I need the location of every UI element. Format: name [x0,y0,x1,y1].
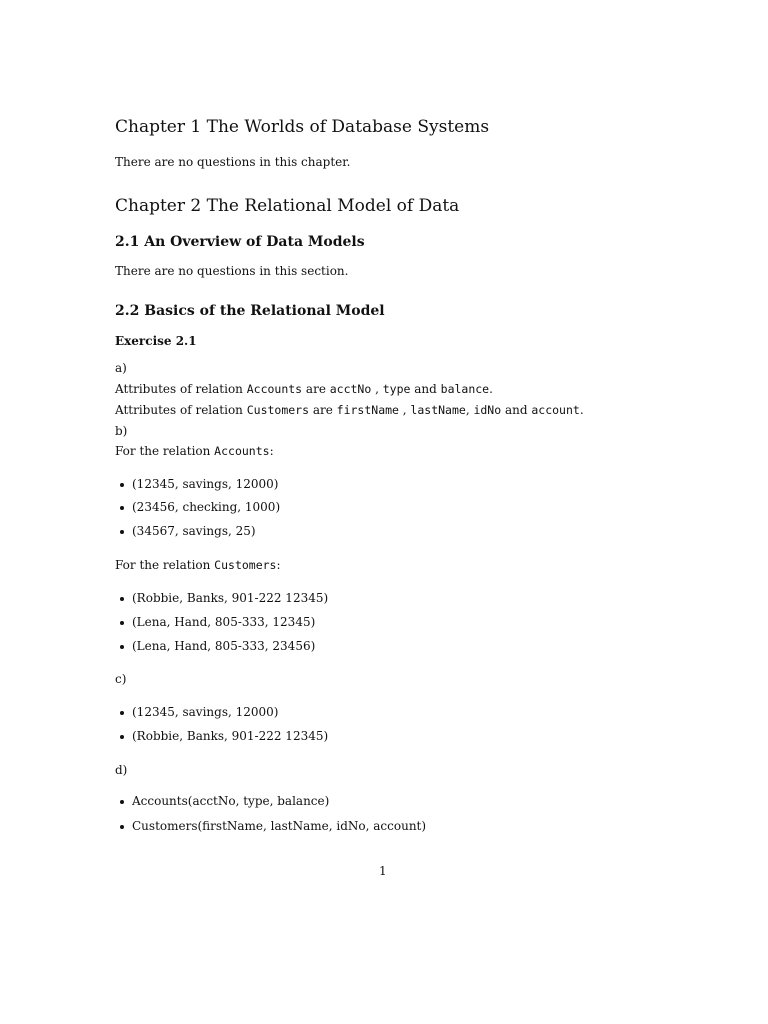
part-a-label: a) [115,361,127,375]
line-text: : [276,558,281,572]
list-item: (12345, savings, 12000) [132,705,279,719]
line-text: and [410,382,441,396]
line-text: Attributes of relation [115,403,247,417]
list-item: (Lena, Hand, 805-333, 23456) [132,639,316,653]
code-acctno: acctNo [329,382,372,396]
section-2-1-heading: 2.1 An Overview of Data Models [115,234,365,250]
line-text: , [465,403,474,417]
chapter-2-heading: Chapter 2 The Relational Model of Data [115,196,460,216]
line-text: . [489,382,493,396]
accounts-relation-intro [115,444,274,458]
code-type: type [382,382,411,396]
list-item: Accounts(acctNo, type, balance) [132,794,330,808]
code-firstname: firstName [336,403,399,417]
code-idno: idNo [473,403,502,417]
code-customers: Customers [214,558,277,572]
line-text: Attributes of relation [115,382,247,396]
section-2-2-heading: 2.2 Basics of the Relational Model [115,303,385,319]
list-item: (Robbie, Banks, 901-222 12345) [132,591,329,605]
code-accounts: Accounts [214,444,270,458]
accounts-attributes-line [115,382,493,396]
code-customers: Customers [246,403,310,417]
section-2-1-text: There are no questions in this section. [115,264,349,278]
chapter-1-heading: Chapter 1 The Worlds of Database Systems [115,117,490,137]
exercise-2-1-heading: Exercise 2.1 [115,334,197,348]
chapter-1-text: There are no questions in this chapter. [115,155,351,169]
page-number: 1 [379,864,387,878]
list-item: (34567, savings, 25) [132,524,256,538]
line-text: , [371,382,383,396]
customers-attributes-line [115,403,584,417]
line-text: are [302,382,330,396]
part-c-label: c) [115,672,127,686]
list-item: (Robbie, Banks, 901-222 12345) [132,729,329,743]
list-item: (12345, savings, 12000) [132,477,279,491]
code-balance: balance [440,382,490,396]
line-text: , [398,403,411,417]
part-b-label: b) [115,424,128,438]
line-text: For the relation [115,444,215,458]
customers-relation-intro [115,558,281,572]
list-item: Customers(firstName, lastName, idNo, account) [132,819,427,833]
line-text: : [269,444,274,458]
line-text: . [579,403,584,417]
list-item: (23456, checking, 1000) [132,500,281,514]
part-d-label: d) [115,763,128,777]
code-lastname: lastName [410,403,466,417]
code-accounts: Accounts [246,382,303,396]
code-account: account [531,403,580,417]
line-text: are [309,403,337,417]
line-text: and [501,403,532,417]
list-item: (Lena, Hand, 805-333, 12345) [132,615,316,629]
line-text: For the relation [115,558,215,572]
